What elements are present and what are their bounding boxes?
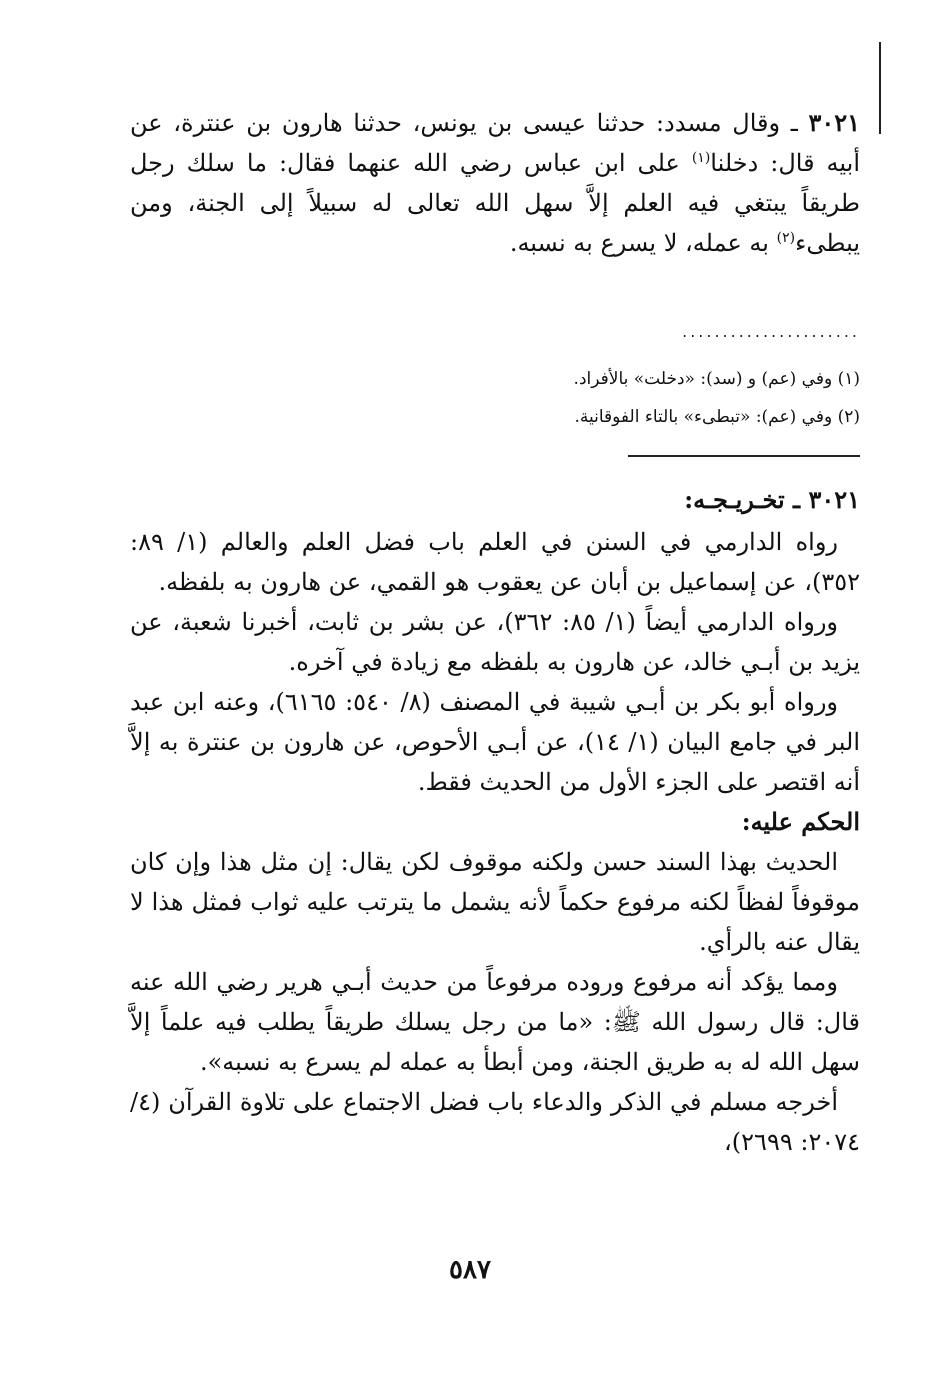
footnote-mark-1: (١): [691, 150, 711, 166]
takhrij-paragraph-2: ورواه الدارمي أيضاً (١/ ٨٥: ٣٦٢)، عن بشر بن ثابت، أخبرنا شعبة، عن يزيد بن أبـي خالد، عن هارون به بلفظه مع زيادة في آخره.: [130, 608, 860, 676]
footnote-dots: ......................: [682, 322, 860, 341]
page-number: ٥٨٧: [449, 1255, 491, 1285]
takhrij-block: [130, 522, 860, 1162]
hadith-block: [130, 103, 860, 263]
hadith-text: ـ وقال مسدد: حدثنا عيسى بن يونس، حدثنا هارون بن عنترة، عن أبيه قال: دخلنا: [130, 109, 861, 177]
footnote-1: (١) وفي (عم) و (سد): «دخلت» بالأفراد.: [573, 369, 860, 389]
takhrij-paragraph-3: ورواه أبو بكر بن أبـي شيبة في المصنف (٨/ ٥٤٠: ٦١٦٥)، وعنه ابن عبد البر في جامع البيان (١/ ١٤)، عن أبـي الأحوص، عن هارون بن عنترة به إلاَّ أنه اقتصر على الجزء الأول من الحديث فقط.: [130, 688, 860, 796]
hukm-paragraph-1: الحديث بهذا السند حسن ولكنه موقوف لكن يقال: إن مثل هذا وإن كان موقوفاً لفظاً لكنه مرفوع حكماً لأنه يشمل ما يترتب عليه ثواب فمثل هذا لا يقال عنه بالرأي.: [130, 848, 860, 956]
hadith-text-cont: على ابن عباس رضي الله عنهما فقال: ما سلك رجل طريقاً يبتغي فيه العلم إلاَّ سهل الله تعالى له سبيلاً إلى الجنة، ومن يبطىء: [130, 149, 860, 257]
section-separator: [628, 455, 860, 457]
hukm-heading: الحكم عليه:: [741, 807, 860, 836]
footnote-mark-2: (٢): [776, 230, 796, 246]
margin-rule: [879, 42, 881, 134]
hadith-text-end: به عمله، لا يسرع به نسبه.: [509, 229, 769, 257]
footnote-2: (٢) وفي (عم): «تبطىء» بالتاء الفوقانية.: [574, 407, 860, 427]
hadith-number: ٣٠٢١: [808, 108, 860, 137]
hukm-paragraph-2: ومما يؤكد أنه مرفوع وروده مرفوعاً من حديث أبـي هرير رضي الله عنه قال: قال رسول الله ﷺ: «ما من رجل يسلك طريقاً يطلب فيه علماً إلاَّ سهل الله له به طريق الجنة، ومن أبطأ به عمله لم يسرع به نسبه».: [130, 968, 860, 1076]
hadith-paragraph: [130, 103, 860, 263]
footnotes: [300, 360, 860, 436]
takhrij-heading: ٣٠٢١ ـ تخـريـجـه:: [684, 485, 860, 514]
takhrij-paragraph-1: رواه الدارمي في السنن في العلم باب فضل العلم والعالم (١/ ٨٩: ٣٥٢)، عن إسماعيل بن أبان عن يعقوب هو القمي، عن هارون به بلفظه.: [130, 528, 860, 596]
hukm-paragraph-3: أخرجه مسلم في الذكر والدعاء باب فضل الاجتماع على تلاوة القرآن (٤/ ٢٠٧٤: ٢٦٩٩)،: [130, 1088, 860, 1156]
